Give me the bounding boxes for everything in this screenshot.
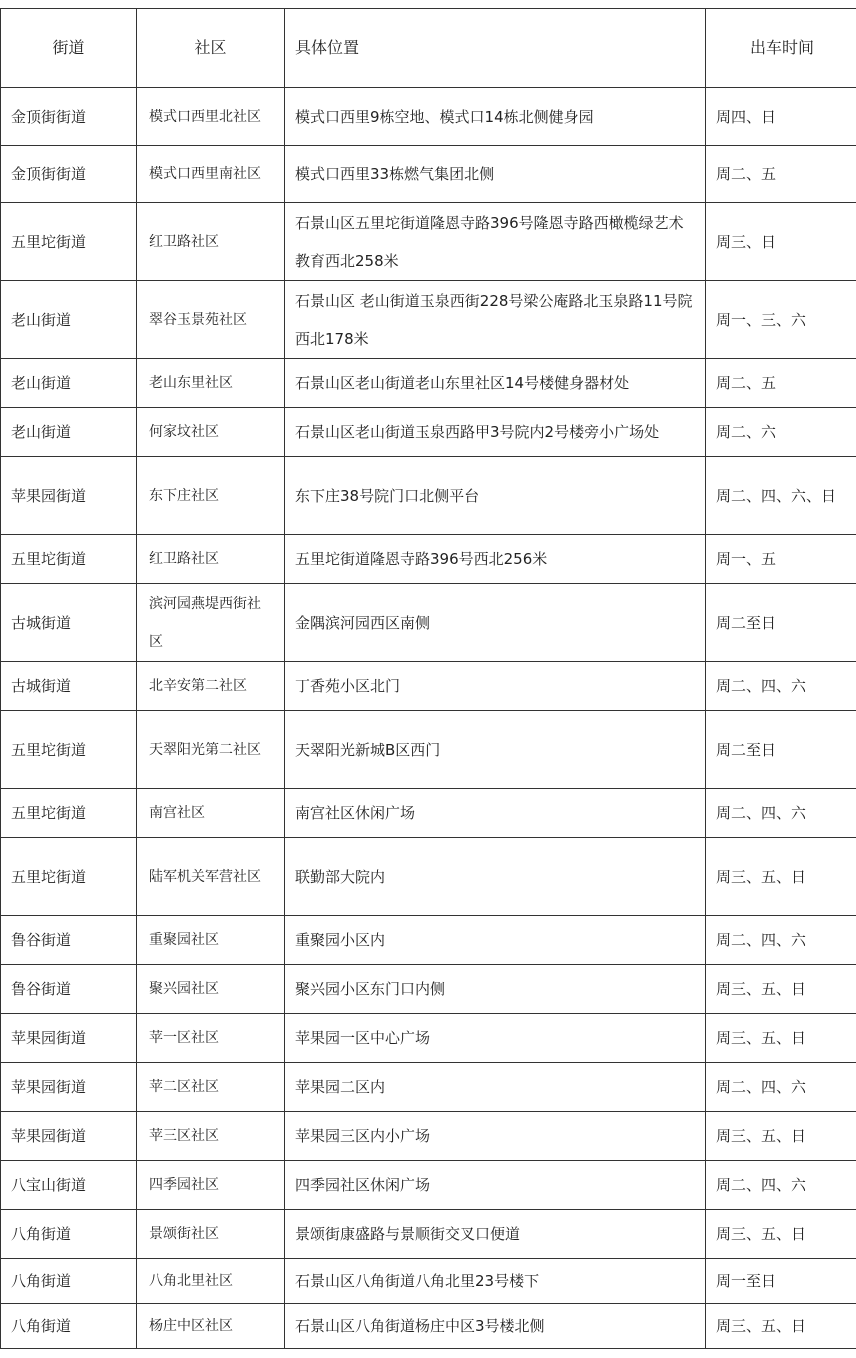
cell-street: 金顶街街道 xyxy=(1,146,137,203)
cell-location: 四季园社区休闲广场 xyxy=(285,1161,706,1210)
table-row xyxy=(1,789,856,838)
table-row xyxy=(1,535,856,584)
table-row xyxy=(1,1259,856,1304)
cell-street: 苹果园街道 xyxy=(1,1063,137,1112)
table-row xyxy=(1,203,856,281)
table-row xyxy=(1,1210,856,1259)
cell-schedule: 周三、五、日 xyxy=(706,1014,856,1063)
cell-location: 石景山区八角街道八角北里23号楼下 xyxy=(285,1259,706,1304)
cell-schedule: 周二、六 xyxy=(706,408,856,457)
schedule-table xyxy=(0,8,856,1349)
cell-location: 石景山区八角街道杨庄中区3号楼北侧 xyxy=(285,1304,706,1349)
cell-location: 天翠阳光新城B区西门 xyxy=(285,711,706,789)
cell-schedule: 周一、三、六 xyxy=(706,281,856,359)
table-row xyxy=(1,584,856,662)
cell-community: 苹三区社区 xyxy=(137,1112,285,1161)
cell-street: 古城街道 xyxy=(1,584,137,662)
cell-schedule: 周二、五 xyxy=(706,359,856,408)
cell-location: 石景山区 老山街道玉泉西街228号梁公庵路北玉泉路11号院西北178米 xyxy=(285,281,706,359)
table-row xyxy=(1,1161,856,1210)
table-row xyxy=(1,1304,856,1349)
cell-community: 天翠阳光第二社区 xyxy=(137,711,285,789)
cell-location: 景颂街康盛路与景顺街交叉口便道 xyxy=(285,1210,706,1259)
cell-street: 鲁谷街道 xyxy=(1,965,137,1014)
cell-street: 五里坨街道 xyxy=(1,838,137,916)
table-row xyxy=(1,1112,856,1161)
cell-schedule: 周二、四、六 xyxy=(706,916,856,965)
cell-schedule: 周二、五 xyxy=(706,146,856,203)
cell-schedule: 周一至日 xyxy=(706,1259,856,1304)
cell-schedule: 周三、五、日 xyxy=(706,965,856,1014)
cell-street: 五里坨街道 xyxy=(1,535,137,584)
table-row xyxy=(1,711,856,789)
cell-location: 东下庄38号院门口北侧平台 xyxy=(285,457,706,535)
table-row xyxy=(1,408,856,457)
cell-community: 苹二区社区 xyxy=(137,1063,285,1112)
cell-community: 老山东里社区 xyxy=(137,359,285,408)
cell-schedule: 周二至日 xyxy=(706,584,856,662)
cell-community: 四季园社区 xyxy=(137,1161,285,1210)
cell-schedule: 周三、五、日 xyxy=(706,1210,856,1259)
table-row xyxy=(1,965,856,1014)
cell-street: 古城街道 xyxy=(1,662,137,711)
cell-street: 金顶街街道 xyxy=(1,88,137,146)
cell-schedule: 周三、日 xyxy=(706,203,856,281)
cell-street: 苹果园街道 xyxy=(1,1112,137,1161)
cell-schedule: 周二、四、六 xyxy=(706,1161,856,1210)
cell-location: 石景山区老山街道老山东里社区14号楼健身器材处 xyxy=(285,359,706,408)
cell-location: 苹果园二区内 xyxy=(285,1063,706,1112)
cell-street: 五里坨街道 xyxy=(1,203,137,281)
table-row xyxy=(1,281,856,359)
cell-schedule: 周二至日 xyxy=(706,711,856,789)
cell-community: 东下庄社区 xyxy=(137,457,285,535)
cell-community: 陆军机关军营社区 xyxy=(137,838,285,916)
cell-schedule: 周三、五、日 xyxy=(706,1304,856,1349)
cell-location: 模式口西里9栋空地、模式口14栋北侧健身园 xyxy=(285,88,706,146)
cell-location: 南宫社区休闲广场 xyxy=(285,789,706,838)
cell-street: 鲁谷街道 xyxy=(1,916,137,965)
header-community: 社区 xyxy=(137,9,285,88)
cell-street: 八角街道 xyxy=(1,1304,137,1349)
cell-schedule: 周二、四、六、日 xyxy=(706,457,856,535)
table-row xyxy=(1,88,856,146)
cell-community: 模式口西里北社区 xyxy=(137,88,285,146)
cell-location: 联勤部大院内 xyxy=(285,838,706,916)
table-row xyxy=(1,1014,856,1063)
cell-community: 苹一区社区 xyxy=(137,1014,285,1063)
cell-community: 南宫社区 xyxy=(137,789,285,838)
cell-community: 八角北里社区 xyxy=(137,1259,285,1304)
cell-street: 五里坨街道 xyxy=(1,711,137,789)
cell-community: 杨庄中区社区 xyxy=(137,1304,285,1349)
cell-location: 石景山区老山街道玉泉西路甲3号院内2号楼旁小广场处 xyxy=(285,408,706,457)
cell-community: 景颂街社区 xyxy=(137,1210,285,1259)
cell-schedule: 周三、五、日 xyxy=(706,838,856,916)
cell-schedule: 周三、五、日 xyxy=(706,1112,856,1161)
cell-schedule: 周二、四、六 xyxy=(706,1063,856,1112)
cell-location: 模式口西里33栋燃气集团北侧 xyxy=(285,146,706,203)
cell-street: 老山街道 xyxy=(1,408,137,457)
cell-street: 老山街道 xyxy=(1,281,137,359)
cell-street: 苹果园街道 xyxy=(1,1014,137,1063)
cell-community: 红卫路社区 xyxy=(137,535,285,584)
cell-location: 苹果园一区中心广场 xyxy=(285,1014,706,1063)
table-row xyxy=(1,838,856,916)
cell-street: 八角街道 xyxy=(1,1259,137,1304)
table-row xyxy=(1,457,856,535)
cell-street: 五里坨街道 xyxy=(1,789,137,838)
cell-community: 滨河园燕堤西街社区 xyxy=(137,584,285,662)
cell-community: 何家坟社区 xyxy=(137,408,285,457)
cell-location: 重聚园小区内 xyxy=(285,916,706,965)
table-row xyxy=(1,916,856,965)
cell-schedule: 周四、日 xyxy=(706,88,856,146)
cell-location: 五里坨街道隆恩寺路396号西北256米 xyxy=(285,535,706,584)
cell-community: 翠谷玉景苑社区 xyxy=(137,281,285,359)
cell-community: 模式口西里南社区 xyxy=(137,146,285,203)
cell-street: 苹果园街道 xyxy=(1,457,137,535)
header-street: 街道 xyxy=(1,9,137,88)
table-row xyxy=(1,1063,856,1112)
cell-schedule: 周二、四、六 xyxy=(706,789,856,838)
cell-location: 聚兴园小区东门口内侧 xyxy=(285,965,706,1014)
header-location: 具体位置 xyxy=(285,9,706,88)
cell-location: 金隅滨河园西区南侧 xyxy=(285,584,706,662)
cell-community: 红卫路社区 xyxy=(137,203,285,281)
cell-community: 北辛安第二社区 xyxy=(137,662,285,711)
cell-schedule: 周二、四、六 xyxy=(706,662,856,711)
table-row xyxy=(1,359,856,408)
header-row xyxy=(1,9,856,88)
cell-location: 丁香苑小区北门 xyxy=(285,662,706,711)
table-row xyxy=(1,146,856,203)
cell-street: 八角街道 xyxy=(1,1210,137,1259)
table-row xyxy=(1,662,856,711)
cell-street: 老山街道 xyxy=(1,359,137,408)
cell-street: 八宝山街道 xyxy=(1,1161,137,1210)
cell-location: 苹果园三区内小广场 xyxy=(285,1112,706,1161)
cell-schedule: 周一、五 xyxy=(706,535,856,584)
cell-location: 石景山区五里坨街道隆恩寺路396号隆恩寺路西橄榄绿艺术教育西北258米 xyxy=(285,203,706,281)
cell-community: 聚兴园社区 xyxy=(137,965,285,1014)
header-schedule: 出车时间 xyxy=(706,9,856,88)
cell-community: 重聚园社区 xyxy=(137,916,285,965)
